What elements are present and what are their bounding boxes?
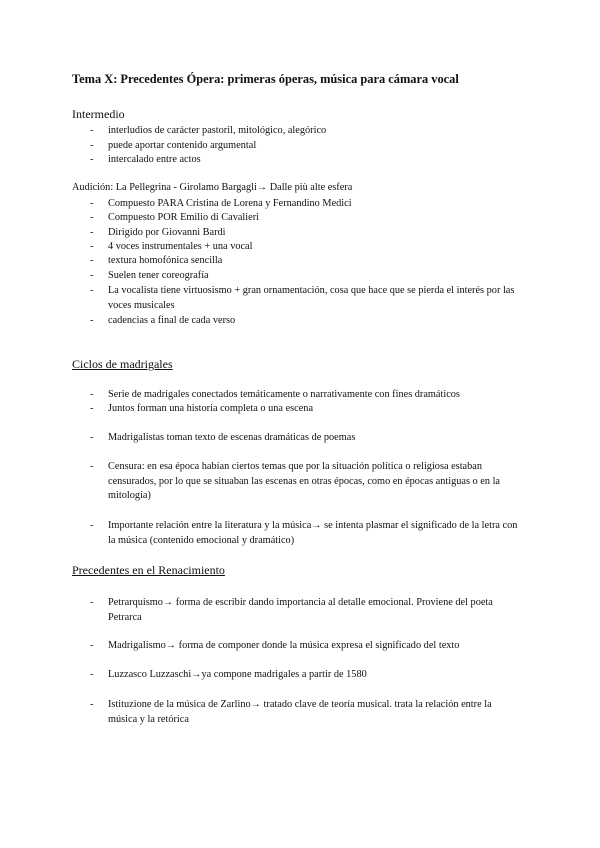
list-item: - interludios de carácter pastoril, mitológico, alegórico: [90, 125, 327, 136]
list-item: - Dirigido por Giovanni Bardi: [90, 227, 226, 238]
list-item: - Compuesto PARA Cristina de Lorena y Fernandino Medici: [90, 198, 352, 209]
list-item: - La vocalista tiene virtuosismo + gran ornamentación, cosa que hace que se pierda el interés por las voces musicales: [90, 285, 515, 311]
audicion-heading: Audición: La Pellegrina - Girolamo Bargagli→ Dalle più alte esfera: [72, 182, 353, 193]
list-item: - Juntos forman una historia completa o una escena: [90, 403, 314, 414]
list-item: - Petrarquismo→ forma de escribir dando importancia al detalle emocional. Proviene del poeta Petrarca: [90, 597, 493, 623]
list-item: - cadencias a final de cada verso: [90, 315, 236, 326]
list-item: - Serie de madrigales conectados temáticamente o narrativamente con fines dramáticos: [90, 389, 460, 400]
section-heading-precedentes: Precedentes en el Renacimiento: [72, 563, 225, 577]
page-title: Tema X: Precedentes Ópera: primeras óperas, música para cámara vocal: [72, 72, 459, 86]
list-item: - intercalado entre actos: [90, 154, 201, 165]
list-item: - puede aportar contenido argumental: [90, 140, 257, 151]
list-item: - Suelen tener coreografía: [90, 270, 209, 281]
list-item: - Importante relación entre la literatura y la música→ se intenta plasmar el significado de la letra con la música (contenido emocional y dramático): [90, 520, 518, 546]
list-item: - Madrigalistas toman texto de escenas dramáticas de poemas: [90, 432, 356, 443]
section-heading-ciclos: Ciclos de madrigales: [72, 357, 173, 371]
list-item: - 4 voces instrumentales + una vocal: [90, 241, 253, 252]
list-item: - Luzzasco Luzzaschi→ya compone madrigales a partir de 1580: [90, 669, 367, 680]
list-item: - textura homofónica sencilla: [90, 255, 223, 266]
list-item: - Censura: en esa época habían ciertos temas que por la situación política o religiosa estaban censurados, por lo que se situaban las escenas en otras épocas, como en épocas antiguas o en la mitología): [90, 461, 501, 501]
list-item: - Istituzione de la música de Zarlino→ tratado clave de teoría musical. trata la relación entre la música y la retórica: [90, 699, 492, 725]
list-item: - Madrigalismo→ forma de componer donde la música expresa el significado del texto: [90, 640, 460, 651]
section-heading-intermedio: Intermedio: [72, 107, 125, 121]
list-item: - Compuesto POR Emilio di Cavalieri: [90, 212, 260, 223]
